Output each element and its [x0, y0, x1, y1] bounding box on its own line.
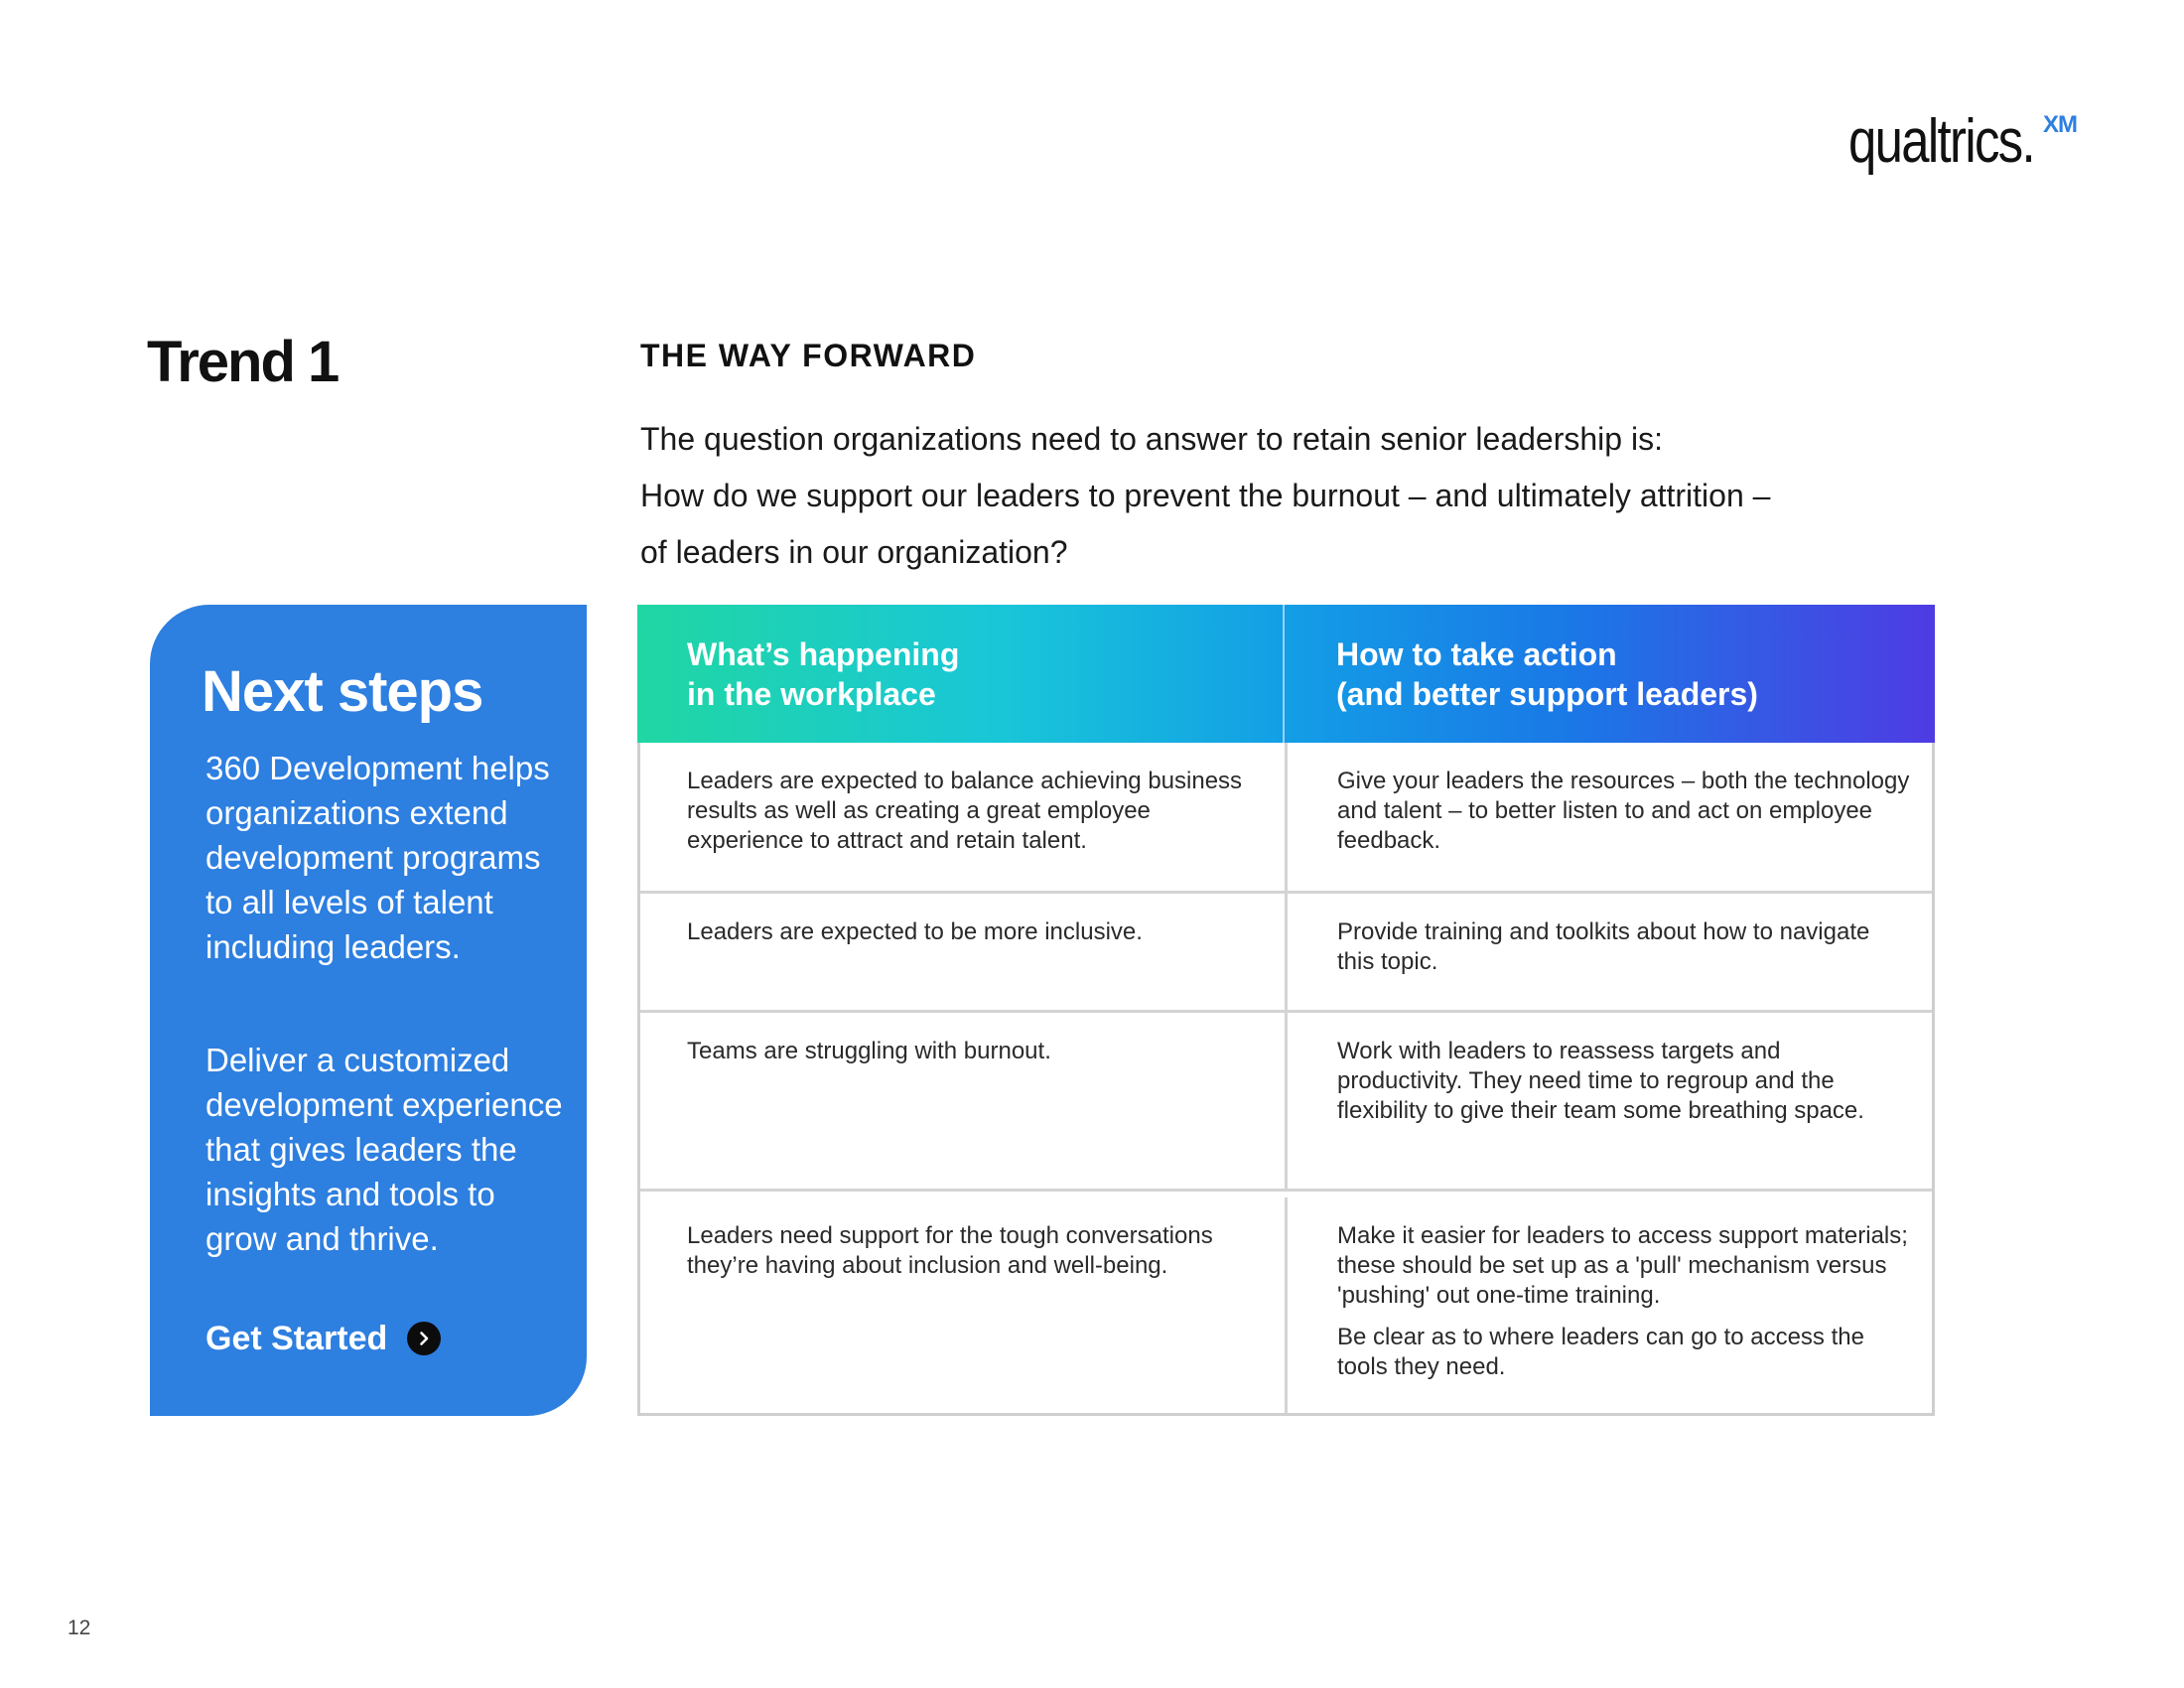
cell-text: Leaders are expected to be more inclusive. [687, 918, 1143, 945]
action-cell [1288, 743, 1932, 891]
column-header-happening [637, 605, 1285, 743]
cell-text: Work with leaders to reassess targets and productivity. They need time to regroup and the flexibility to give their team some breathing space. [1337, 1038, 1864, 1124]
cell-text: Leaders need support for the tough conversations they’re having about inclusion and well-being. [687, 1222, 1213, 1279]
way-forward-title: THE WAY FORWARD [640, 338, 977, 373]
next-steps-paragraph: 360 Development helps organizations extend development programs to all levels of talent including leaders. [205, 750, 550, 965]
column-header-action [1285, 605, 1935, 743]
logo-wordmark: qualtrics. [1848, 107, 2035, 176]
intro-line: of leaders in our organization? [640, 534, 1068, 570]
action-cell [1288, 1197, 1932, 1413]
table-row [640, 743, 1932, 891]
next-steps-card [150, 605, 587, 1416]
action-cell [1288, 894, 1932, 1010]
header-line: (and better support leaders) [1336, 676, 1758, 712]
table-body [640, 743, 1932, 1413]
cell-text: Leaders are expected to balance achieving business results as well as creating a great employee experience to attract and retain talent. [687, 768, 1243, 854]
get-started-label: Get Started [205, 1320, 388, 1357]
qualtrics-logo [1848, 107, 2077, 176]
action-cell [1288, 1013, 1932, 1189]
cell-text: Make it easier for leaders to access support materials; these should be set up as a 'pull' mechanism versus 'pushing' out one-time training. [1337, 1222, 1908, 1309]
next-steps-title: Next steps [202, 659, 483, 724]
cell-text: Teams are struggling with burnout. [687, 1038, 1051, 1064]
cell-text: Give your leaders the resources – both the technology and talent – to better listen to and act on employee feedback. [1337, 768, 1910, 854]
way-forward-intro [640, 411, 1961, 581]
workplace-action-table [637, 605, 1935, 1416]
intro-line: The question organizations need to answer to retain senior leadership is: [640, 421, 1663, 457]
happening-cell [640, 1013, 1288, 1189]
table-row [640, 1189, 1932, 1413]
page-number: 12 [68, 1617, 91, 1639]
logo-xm-mark: XM [2043, 111, 2077, 138]
happening-cell [640, 743, 1288, 891]
table-header [637, 605, 1935, 743]
cell-text: Be clear as to where leaders can go to access the tools they need. [1337, 1324, 1864, 1380]
next-steps-paragraph: Deliver a customized development experience that gives leaders the insights and tools to grow and thrive. [205, 1042, 563, 1257]
happening-cell [640, 1197, 1288, 1413]
header-line: How to take action [1336, 636, 1617, 672]
header-line: in the workplace [687, 676, 936, 712]
happening-cell [640, 894, 1288, 1010]
trend-title: Trend 1 [147, 330, 339, 394]
table-row [640, 1010, 1932, 1189]
get-started-link[interactable] [205, 1322, 441, 1355]
header-line: What’s happening [687, 636, 960, 672]
chevron-right-circle-icon[interactable] [407, 1322, 441, 1355]
cell-text: Provide training and toolkits about how to navigate this topic. [1337, 918, 1870, 975]
intro-line: How do we support our leaders to prevent the burnout – and ultimately attrition – [640, 478, 1771, 513]
table-row [640, 891, 1932, 1010]
